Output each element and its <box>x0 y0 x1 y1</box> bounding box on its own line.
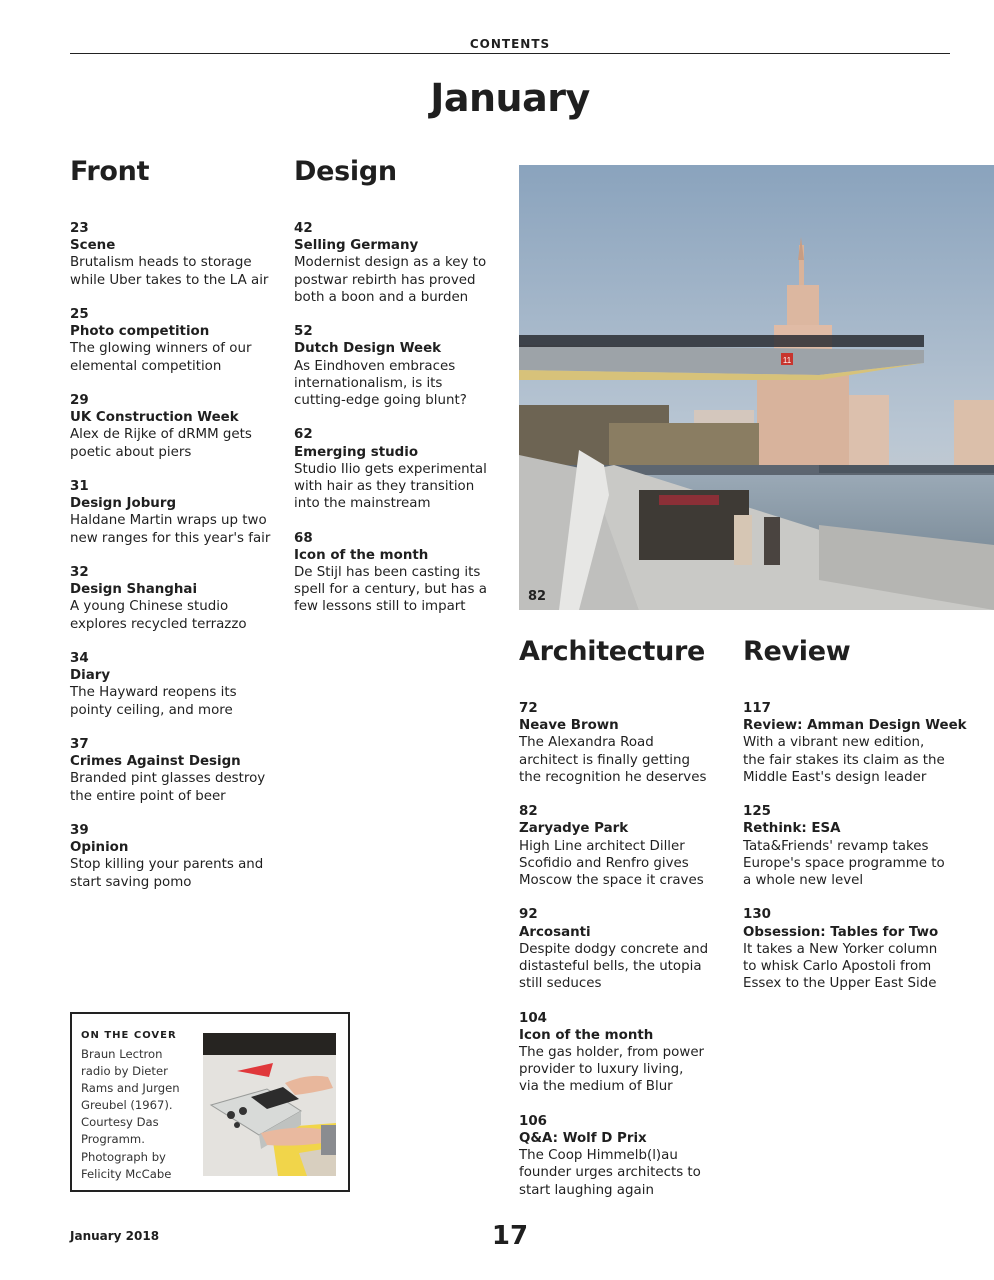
section-label: CONTENTS <box>469 37 551 51</box>
review-section-title: Review <box>743 636 851 667</box>
cover-photo[interactable] <box>203 1033 336 1176</box>
item-page-number: 82 <box>519 804 538 820</box>
item-page-number: 72 <box>519 701 538 716</box>
item-description: The glowing winners of our elemental competition <box>70 341 252 374</box>
item-page-number: 62 <box>294 427 313 443</box>
contents-item[interactable] <box>294 530 509 616</box>
item-headline: Icon of the month <box>519 1027 654 1043</box>
item-headline: Scene <box>70 238 116 254</box>
contents-item[interactable] <box>519 700 734 786</box>
item-page-number: 39 <box>70 823 89 838</box>
item-description: Stop killing your parents and start saving pomo <box>70 857 264 890</box>
architecture-section-title: Architecture <box>519 636 706 667</box>
cover-info-box <box>70 1012 350 1192</box>
contents-item[interactable] <box>294 426 509 512</box>
contents-item[interactable] <box>70 220 285 289</box>
cover-photo-illustration <box>203 1033 336 1176</box>
item-page-number: 29 <box>70 393 89 408</box>
item-page-number: 34 <box>70 651 89 666</box>
contents-item[interactable] <box>70 392 285 461</box>
page-title: January <box>430 76 590 120</box>
item-description: The Hayward reopens its pointy ceiling, and more <box>70 685 237 718</box>
item-page-number: 68 <box>294 530 313 546</box>
item-page-number: 31 <box>70 479 89 494</box>
item-page-number: 52 <box>294 324 313 340</box>
design-section-title: Design <box>294 156 397 187</box>
feature-photo[interactable] <box>519 165 994 610</box>
item-page-number: 104 <box>519 1010 547 1026</box>
item-headline: Photo competition <box>70 324 210 340</box>
item-headline: Opinion <box>70 840 129 856</box>
item-description: The gas holder, from power provider to luxury living, via the medium of Blur <box>519 1045 705 1095</box>
item-description: Tata&Friends' revamp takes Europe's space programme to a whole new level <box>743 838 945 889</box>
item-description: Despite dodgy concrete and distasteful bells, the utopia still seduces <box>519 941 709 992</box>
cover-label: ON THE COVER <box>81 1030 177 1041</box>
contents-item[interactable] <box>70 564 285 633</box>
item-page-number: 130 <box>743 907 771 923</box>
item-page-number: 37 <box>70 737 89 752</box>
footer-page-number: 17 <box>491 1221 529 1251</box>
section-header <box>70 33 950 54</box>
contents-item[interactable] <box>519 803 734 889</box>
front-column <box>70 220 285 908</box>
contents-item[interactable] <box>70 306 285 375</box>
contents-item[interactable] <box>70 736 285 805</box>
item-page-number: 42 <box>294 221 313 236</box>
item-page-number: 32 <box>70 565 89 580</box>
item-page-number: 117 <box>743 701 771 716</box>
item-description: Haldane Martin wraps up two new ranges for this year's fair <box>70 513 271 546</box>
item-headline: Crimes Against Design <box>70 754 241 770</box>
contents-item[interactable] <box>743 906 973 992</box>
contents-item[interactable] <box>743 803 973 889</box>
item-description: De Stijl has been casting its spell for a century, but has a few lessons still to impart <box>294 565 487 615</box>
item-headline: Arcosanti <box>519 924 591 940</box>
item-headline: Icon of the month <box>294 547 429 563</box>
item-description: Brutalism heads to storage while Uber takes to the LA air <box>70 255 269 288</box>
item-page-number: 23 <box>70 221 89 236</box>
footer-date: January 2018 <box>70 1229 160 1243</box>
contents-item[interactable] <box>70 822 285 891</box>
front-section-title: Front <box>70 156 150 187</box>
item-headline: Design Joburg <box>70 496 177 512</box>
item-headline: Neave Brown <box>519 718 619 734</box>
photo-page-number: 82 <box>528 589 547 604</box>
item-headline: Q&A: Wolf D Prix <box>519 1131 647 1147</box>
item-description: It takes a New Yorker column to whisk Carlo Apostoli from Essex to the Upper East Side <box>743 941 938 992</box>
item-description: Modernist design as a key to postwar rebirth has proved both a boon and a burden <box>294 255 487 305</box>
item-page-number: 92 <box>519 907 538 923</box>
sign-label: 11 <box>782 356 792 365</box>
item-description: Alex de Rijke of dRMM gets poetic about piers <box>70 427 252 460</box>
item-description: Branded pint glasses destroy the entire point of beer <box>70 771 266 804</box>
contents-item[interactable] <box>70 478 285 547</box>
cover-caption: Braun Lectron radio by Dieter Rams and Jurgen Greubel (1967). Courtesy Das Programm. Photograph by Felicity McCabe <box>81 1047 180 1181</box>
item-headline: Selling Germany <box>294 238 419 254</box>
item-headline: Review: Amman Design Week <box>743 718 967 734</box>
item-headline: Dutch Design Week <box>294 341 442 357</box>
item-headline: Obsession: Tables for Two <box>743 924 939 940</box>
review-column <box>743 700 973 1010</box>
item-description: High Line architect Diller Scofidio and Renfro gives Moscow the space it craves <box>519 838 704 889</box>
item-headline: Emerging studio <box>294 444 419 460</box>
contents-item[interactable] <box>294 323 509 409</box>
item-page-number: 25 <box>70 307 89 322</box>
design-column <box>294 220 509 633</box>
contents-item[interactable] <box>519 906 734 992</box>
contents-item[interactable] <box>743 700 973 786</box>
contents-item[interactable] <box>519 1113 734 1199</box>
item-headline: Rethink: ESA <box>743 821 841 837</box>
item-headline: Zaryadye Park <box>519 821 629 837</box>
contents-item[interactable] <box>294 220 509 306</box>
item-headline: Design Shanghai <box>70 582 198 598</box>
item-page-number: 106 <box>519 1113 547 1129</box>
item-description: The Coop Himmelb(l)au founder urges architects to start laughing again <box>519 1148 701 1198</box>
item-description: The Alexandra Road architect is finally getting the recognition he deserves <box>519 735 707 785</box>
contents-item[interactable] <box>519 1010 734 1096</box>
feature-photo-illustration <box>519 165 994 610</box>
item-headline: UK Construction Week <box>70 410 239 426</box>
item-description: With a vibrant new edition, the fair stakes its claim as the Middle East's design leader <box>743 735 945 785</box>
item-description: As Eindhoven embraces internationalism, is its cutting-edge going blunt? <box>294 358 467 409</box>
item-description: A young Chinese studio explores recycled terrazzo <box>70 599 247 632</box>
item-page-number: 125 <box>743 804 771 820</box>
item-headline: Diary <box>70 668 111 684</box>
architecture-column <box>519 700 734 1216</box>
item-description: Studio Ilio gets experimental with hair as they transition into the mainstream <box>294 461 487 512</box>
contents-item[interactable] <box>70 650 285 719</box>
